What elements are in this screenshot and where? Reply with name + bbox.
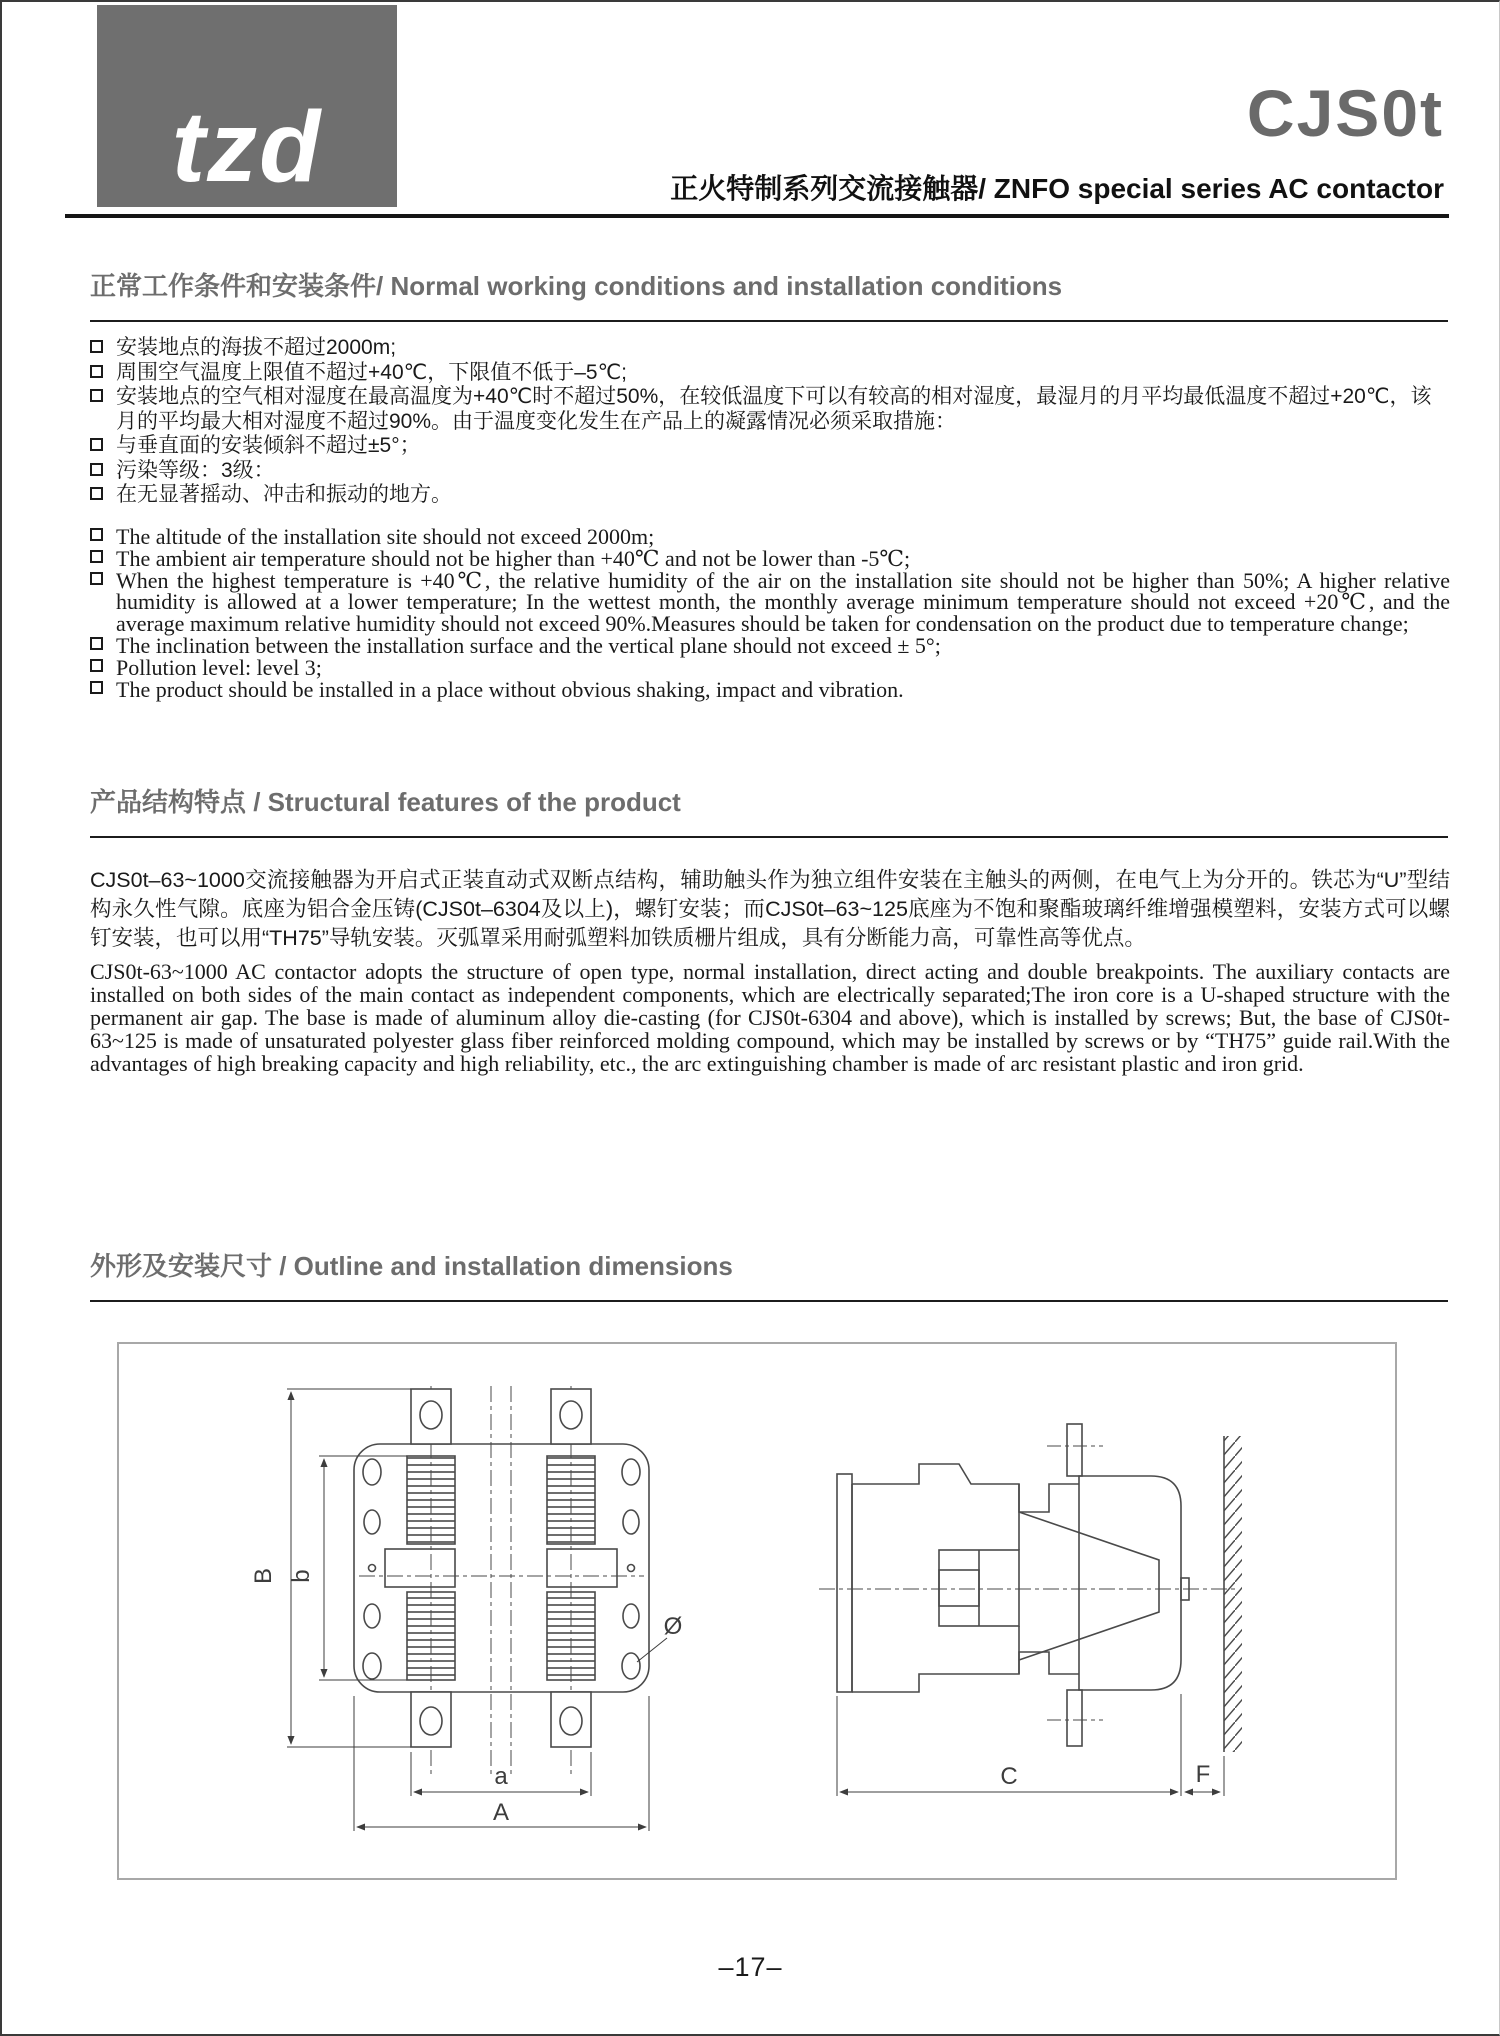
condition-text: The inclination between the installation surface and the vertical plane should not exceed ± 5°;: [116, 632, 941, 658]
list-item: [90, 459, 1450, 484]
section-divider: [90, 836, 1448, 838]
condition-text: When the highest temperature is +40℃, the relative humidity of the air on the installation site should not be higher than 50%; A higher relative humidity is allowed at a lower temperature; In the wettest month, the monthly average minimum temperature should not exceed +20℃, and the average maximum relative humidity should not exceed 90%.Measures should be taken for condensation on the product due to temperature change;: [116, 567, 1450, 637]
conditions-list-en: [90, 526, 1450, 700]
checkbox-bullet-icon: [90, 438, 103, 451]
side-view-dimensions: [837, 1694, 1224, 1796]
checkbox-bullet-icon: [90, 340, 103, 353]
section-divider: [90, 320, 1448, 322]
structural-features-zh: CJS0t–63~1000交流接触器为开启式正装直动式双断点结构，辅助触头作为独立组件安装在主触头的两侧，在电气上为分开的。铁芯为“U”型结构永久性气隙。底座为铝合金压铸(CJS0t–6304及以上)，螺钉安装；而CJS0t–63~125底座为不饱和聚酯玻璃纤维增强模塑料，安装方式可以螺钉安装，也可以用“TH75”导轨安装。灭弧罩采用耐弧塑料加铁质栅片组成，具有分断能力高，可靠性高等优点。: [90, 868, 1450, 950]
checkbox-bullet-icon: [90, 389, 103, 402]
condition-text: 污染等级：3级：: [116, 458, 275, 482]
list-item: [90, 526, 1450, 548]
header-divider: [65, 214, 1449, 218]
condition-text: 周围空气温度上限值不超过+40℃，下限值不低于–5℃;: [116, 360, 627, 384]
contactor-outline-drawing: [119, 1344, 1395, 1878]
dim-label-diameter: Ø: [663, 1613, 683, 1640]
condition-text: The ambient air temperature should not be higher than +40℃ and not be lower than -5℃;: [116, 545, 911, 571]
dim-label-B: B: [250, 1567, 277, 1585]
list-item: [90, 385, 1450, 434]
brand-logo-text: tzd: [171, 91, 323, 203]
dim-label-b: b: [288, 1569, 315, 1583]
condition-text: Pollution level: level 3;: [116, 654, 322, 680]
page-subtitle: 正火特制系列交流接触器/ ZNFO special series AC contactor: [670, 173, 1444, 204]
condition-text: 与垂直面的安装倾斜不超过±5°；: [116, 434, 421, 457]
front-view: [354, 1386, 649, 1774]
dim-label-a: a: [494, 1763, 508, 1790]
dim-label-F: F: [1195, 1761, 1211, 1788]
list-item: [90, 434, 1450, 459]
condition-text: 安装地点的海拔不超过2000m;: [116, 336, 397, 359]
condition-text: 安装地点的空气相对湿度在最高温度为+40℃时不超过50%，在较低温度下可以有较高的相对湿度，最湿月的月平均最低温度不超过+20℃，该月的平均最大相对湿度不超过90%。由于温度变化发生在产品上的凝露情况必须采取措施：: [116, 385, 1432, 433]
conditions-list-zh: [90, 336, 1450, 508]
checkbox-bullet-icon: [90, 365, 103, 378]
dim-label-A: A: [492, 1799, 510, 1826]
list-item: [90, 567, 1450, 637]
structural-features-en: CJS0t-63~1000 AC contactor adopts the structure of open type, normal installation, direct acting and double breakpoints. The auxiliary contacts are installed on both sides of the main contact as independent components, which are electrically separated;The iron core is a U-shaped structure with the permanent air gap. The base is made of aluminum alloy die-casting (for CJS0t-6304 and above), which is installed by screws; But, the base of CJS0t-63~125 is made of unsaturated polyester glass fiber reinforced molding compound, which may be installed by screws or by “TH75” guide rail.With the advantages of high breaking capacity and high reliability, etc., the arc extinguishing chamber is made of arc resistant plastic and iron grid.: [90, 959, 1450, 1076]
checkbox-bullet-icon: [90, 637, 103, 650]
list-item: [90, 654, 1450, 680]
product-code: CJS0t: [1246, 76, 1444, 150]
side-view: [819, 1424, 1242, 1752]
checkbox-bullet-icon: [90, 659, 103, 672]
front-view-dimensions: [287, 1389, 667, 1831]
checkbox-bullet-icon: [90, 528, 103, 541]
checkbox-bullet-icon: [90, 550, 103, 563]
list-item: [90, 483, 1450, 508]
brand-logo: [97, 5, 397, 207]
condition-text: 在无显著摇动、冲击和振动的地方。: [116, 483, 452, 506]
list-item: [90, 336, 1450, 361]
list-item: [90, 632, 1450, 658]
section-title-structural-features: 产品结构特点 / Structural features of the product: [90, 787, 681, 817]
checkbox-bullet-icon: [90, 572, 103, 585]
section-title-outline-dimensions: 外形及安装尺寸 / Outline and installation dimensions: [90, 1251, 733, 1281]
section-divider: [90, 1300, 1448, 1302]
list-item: [90, 676, 1450, 702]
checkbox-bullet-icon: [90, 487, 103, 500]
section-title-working-conditions: 正常工作条件和安装条件/ Normal working conditions and installation conditions: [90, 271, 1063, 301]
dimension-drawing: [117, 1342, 1397, 1880]
condition-text: The altitude of the installation site should not exceed 2000m;: [116, 524, 655, 549]
list-item: [90, 545, 1450, 571]
dim-label-C: C: [1000, 1763, 1018, 1790]
condition-text: The product should be installed in a place without obvious shaking, impact and vibration.: [116, 676, 904, 702]
list-item: [90, 361, 1450, 386]
page-number: –17–: [718, 1952, 783, 1982]
checkbox-bullet-icon: [90, 463, 103, 476]
checkbox-bullet-icon: [90, 681, 103, 694]
